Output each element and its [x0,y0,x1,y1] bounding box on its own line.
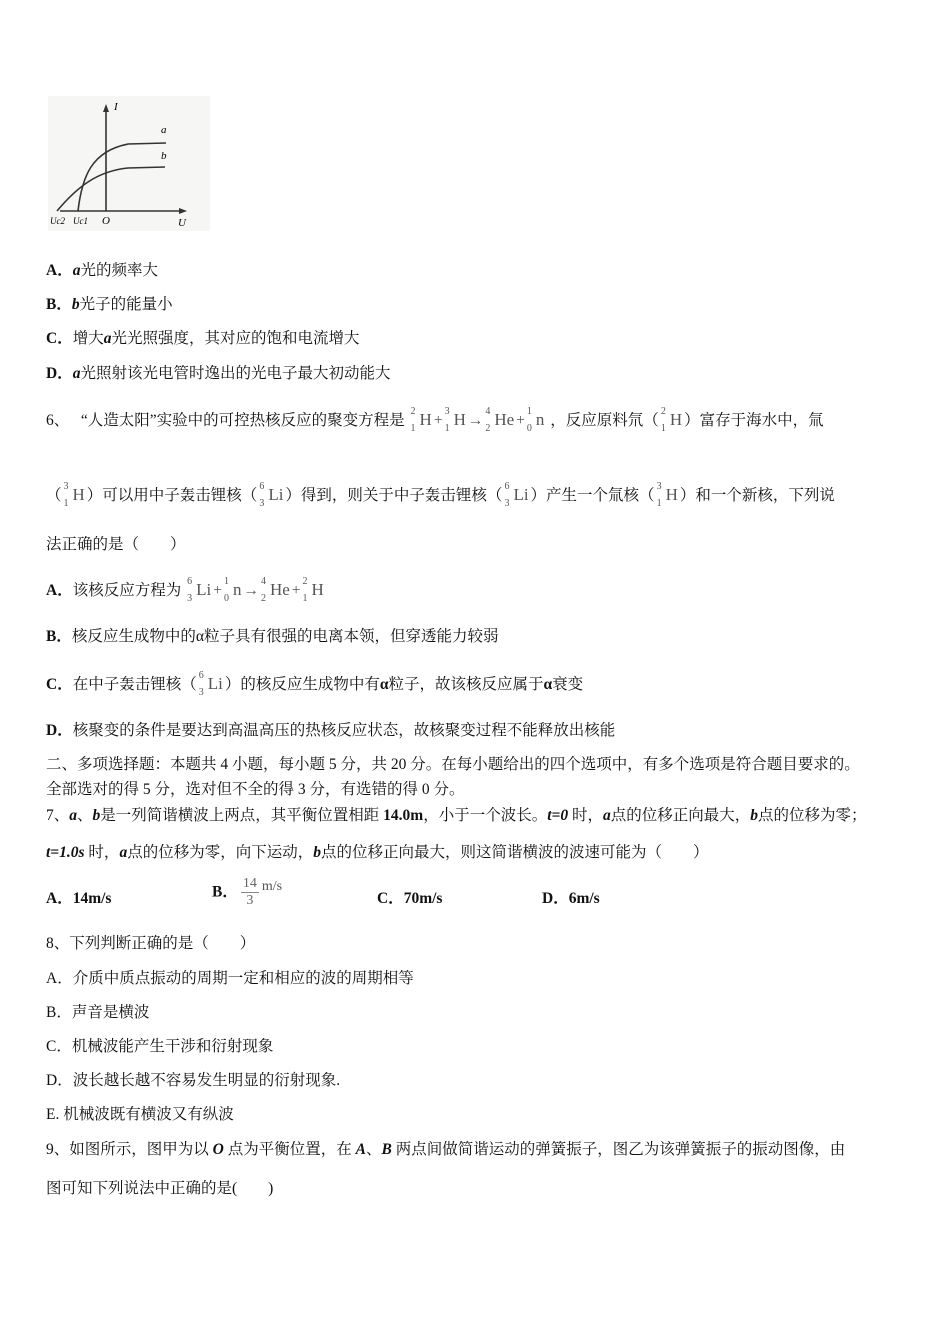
q8-option-e[interactable]: E. 机械波既有横波又有纵波 [46,1106,234,1123]
q6-option-c[interactable]: C．在中子轰击锂核（ 6 3 Li ）的核反应生成物中有α粒子，故该核反应属于α衰变 [46,670,584,698]
q9-stem-line1: 9、如图所示，图甲为以 O 点为平衡位置，在 A、B 两点间做简谐运动的弹簧振子，图乙为该弹簧振子的振动图像，由 [46,1141,846,1158]
uc2-label: Uc2 [50,216,65,226]
q9-stem-line2: 图可知下列说法中正确的是( ) [46,1180,274,1197]
u-label: U [178,217,186,229]
q7-stem-line2: t=1.0s 时，a点的位移为零，向下运动，b点的位移正向最大，则这简谐横波的波速可能为（ ） [46,844,709,861]
section2-instructions-2: 全部选对的得 5 分，选对但不全的得 3 分，有选错的得 0 分。 [46,781,465,798]
curve-a-label: a [161,124,167,136]
nuclide: 2 1 H [660,406,683,434]
q6-stem-line2: （ 3 1 H ）可以用中子轰击锂核（ 6 3 Li ）得到，则关于中子轰击锂核（ 6 3 Li ）产生一个氚核（ 3 1 H ）和一个新核，下列说 [46,481,835,509]
q7-stem-line1: 7、a、b是一列简谐横波上两点，其平衡位置相距 14.0m，小于一个波长。t=0 时，a点的位移正向最大，b点的位移为零； [46,807,867,824]
nuclide: 2 1 H [410,406,432,434]
q8-option-c[interactable]: C．机械波能产生干涉和衍射现象 [46,1038,274,1055]
q6-stem-line3: 法正确的是（ ） [46,536,186,553]
curve-b-label: b [161,150,167,162]
photoelectric-iu-graph [48,96,210,231]
q8-option-b[interactable]: B．声音是横波 [46,1004,150,1021]
q7-option-d[interactable]: D．6m/s [542,890,600,907]
q8-option-d[interactable]: D．波长越长越不容易发生明显的衍射现象. [46,1072,341,1089]
nuclide: 6 3 Li [259,481,284,509]
q5-option-a[interactable]: A．a光的频率大 [46,262,158,279]
i-label: I [114,101,118,113]
nuclide: 1 0 n [526,406,545,434]
q7-option-a[interactable]: A．14m/s [46,890,112,907]
nuclide: 3 1 H [444,406,466,434]
q5-option-b[interactable]: B．b光子的能量小 [46,296,173,313]
q7-option-b[interactable]: B． $\frac{14}{3}$ m/s [212,876,283,908]
origin-label: O [102,215,110,227]
uc1-label: Uc1 [73,216,88,226]
nuclide: 3 1 H [656,481,678,509]
nuclide: 6 3 Li [504,481,529,509]
q7-option-c[interactable]: C．70m/s [377,890,443,907]
q8-stem: 8、下列判断正确的是（ ） [46,935,256,952]
q8-option-a[interactable]: A．介质中质点振动的周期一定和相应的波的周期相等 [46,970,414,987]
q5-option-c[interactable]: C．增大a光光照强度，其对应的饱和电流增大 [46,330,360,347]
q5-option-d[interactable]: D．a光照射该光电管时逸出的光电子最大初动能大 [46,365,391,382]
nuclide: 4 2 He [485,406,515,434]
nuclide: 3 1 H [63,481,85,509]
q6-option-b[interactable]: B．核反应生成物中的α粒子具有很强的电离本领，但穿透能力较弱 [46,628,499,645]
section2-instructions-1: 二、多项选择题：本题共 4 小题，每小题 5 分，共 20 分。在每小题给出的四个选项中，有多个选项是符合题目要求的。 [46,756,860,773]
q6-option-d[interactable]: D．核聚变的条件是要达到高温高压的热核反应状态，故核聚变过程不能释放出核能 [46,722,616,739]
q6-option-a[interactable]: A．该核反应方程为 6 3 Li + 1 0 n → 4 2 He + 2 1 H [46,576,324,604]
q6-stem-line1: 6、 “人造太阳”实验中的可控热核反应的聚变方程是 2 1 H + 3 1 H → 4 2 He + 1 0 n ，反应原料氘（ 2 1 H ）富存于海水中，氚 [46,406,824,434]
